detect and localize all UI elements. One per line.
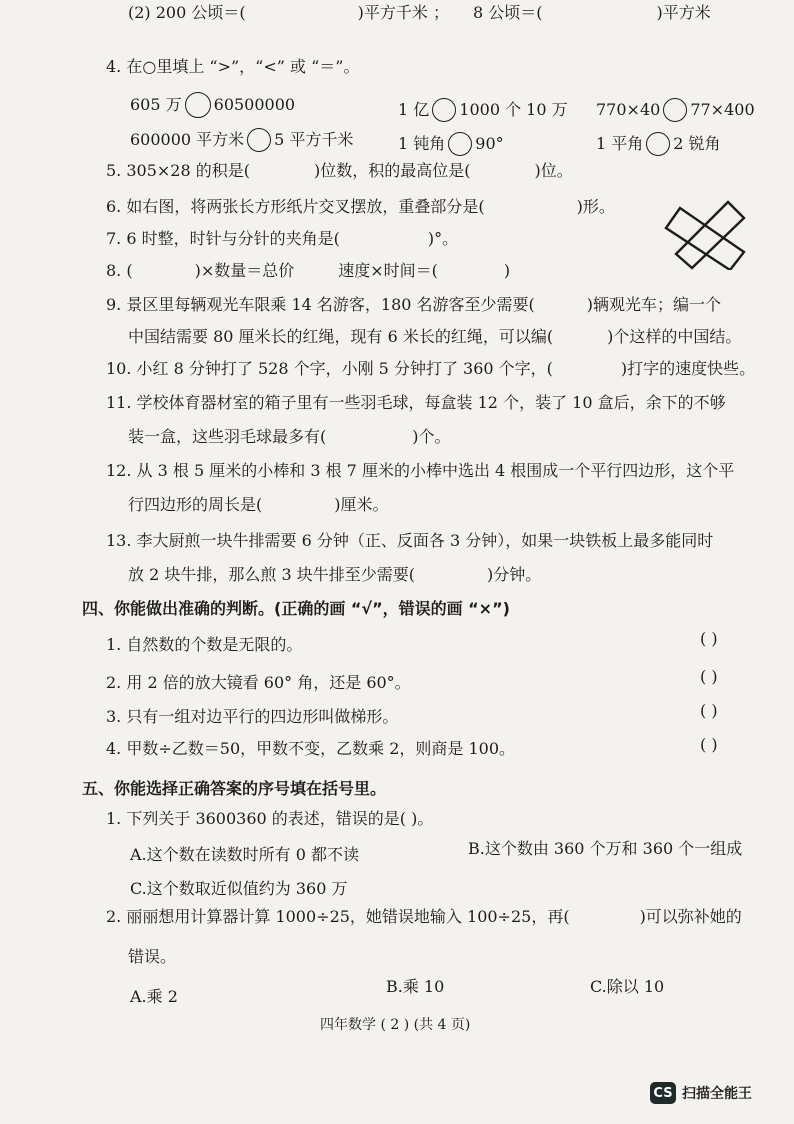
judge-answer-3[interactable]: ( ) <box>700 701 718 720</box>
choice-q2-stem-cont: 错误。 <box>128 947 177 966</box>
q4-compare-6: 1 平角 2 锐角 <box>596 132 721 156</box>
compare-circle[interactable] <box>185 92 211 118</box>
scanner-watermark <box>650 1082 752 1104</box>
q10: 10. 小红 8 分钟打了 528 个字，小刚 5 分钟打了 360 个字，( )打字的速度快些。 <box>106 359 756 378</box>
q9-line1: 9. 景区里每辆观光车限乘 14 名游客，180 名游客至少需要( )辆观光车；编一个 <box>106 295 722 314</box>
choice-q1-option-c[interactable]: C.这个数取近似值约为 360 万 <box>130 879 348 898</box>
judge-item-2: 2. 用 2 倍的放大镜看 60° 角，还是 60°。 <box>106 673 411 692</box>
compare-circle[interactable] <box>432 98 456 122</box>
q12-line2: 行四边形的周长是( )厘米。 <box>128 495 389 514</box>
judge-answer-2[interactable]: ( ) <box>700 667 718 686</box>
q4-stem: 4. 在○里填上 “>”，“<” 或 “＝”。 <box>106 57 360 76</box>
q5: 5. 305×28 的积是( )位数，积的最高位是( )位。 <box>106 161 573 180</box>
q4-compare-3: 770×40 77×400 <box>596 98 755 122</box>
choice-q1-stem: 1. 下列关于 3600360 的表述，错误的是( )。 <box>106 809 434 828</box>
q4-compare-5: 1 钝角 90° <box>398 132 504 156</box>
choice-q1-option-a[interactable]: A.这个数在读数时所有 0 都不读 <box>130 845 359 864</box>
q6: 6. 如右图，将两张长方形纸片交叉摆放，重叠部分是( )形。 <box>106 197 615 216</box>
q4-compare-2: 1 亿 1000 个 10 万 <box>398 98 568 122</box>
judge-item-3: 3. 只有一组对边平行的四边形叫做梯形。 <box>106 707 399 726</box>
choice-q2-option-c[interactable]: C.除以 10 <box>590 977 665 996</box>
q7: 7. 6 时整，时针与分针的夹角是( )°。 <box>106 229 459 248</box>
judge-item-1: 1. 自然数的个数是无限的。 <box>106 635 303 654</box>
scanner-app-name: 扫描全能王 <box>682 1086 752 1102</box>
camscanner-logo-icon: CS <box>650 1082 676 1104</box>
q3-part2: (2) 200 公顷＝( )平方千米 ； 8 公顷＝( )平方米 <box>128 3 711 22</box>
q4-compare-4: 600000 平方米 5 平方千米 <box>130 128 353 152</box>
choice-q1-option-b[interactable]: B.这个数由 360 个万和 360 个一组成 <box>468 839 743 858</box>
page-footer: 四年数学 ( 2 ) (共 4 页) <box>320 1017 471 1033</box>
choice-q2-option-b[interactable]: B.乘 10 <box>386 977 445 996</box>
rectangle-1 <box>666 208 744 270</box>
judge-item-4: 4. 甲数÷乙数＝50，甲数不变，乙数乘 2，则商是 100。 <box>106 739 516 758</box>
section-5-title: 五、你能选择正确答案的序号填在括号里。 <box>82 779 387 798</box>
q12-line1: 12. 从 3 根 5 厘米的小棒和 3 根 7 厘米的小棒中选出 4 根围成一个平行四边形，这个平 <box>106 461 735 480</box>
q8: 8. ( )×数量＝总价 速度×时间＝( ) <box>106 261 511 280</box>
choice-q2-stem: 2. 丽丽想用计算器计算 1000÷25，她错误地输入 100÷25，再( )可以弥补她的 <box>106 907 742 926</box>
compare-circle[interactable] <box>663 98 687 122</box>
compare-circle[interactable] <box>247 128 271 152</box>
judge-answer-4[interactable]: ( ) <box>700 735 718 754</box>
q13-line1: 13. 李大厨煎一块牛排需要 6 分钟（正、反面各 3 分钟），如果一块铁板上最多能同时 <box>106 531 714 550</box>
q9-line2: 中国结需要 80 厘米长的红绳，现有 6 米长的红绳，可以编( )个这样的中国结。 <box>128 327 742 346</box>
compare-circle[interactable] <box>646 132 670 156</box>
q11-line2: 装一盒，这些羽毛球最多有( )个。 <box>128 427 451 446</box>
q11-line1: 11. 学校体育器材室的箱子里有一些羽毛球，每盒装 12 个，装了 10 盒后，余下的不够 <box>106 393 726 412</box>
choice-q2-option-a[interactable]: A.乘 2 <box>130 987 178 1006</box>
q4-compare-1: 605 万 60500000 <box>130 92 295 118</box>
q13-line2: 放 2 块牛排，那么煎 3 块牛排至少需要( )分钟。 <box>128 565 542 584</box>
compare-circle[interactable] <box>448 132 472 156</box>
judge-answer-1[interactable]: ( ) <box>700 629 718 648</box>
section-4-title: 四、你能做出准确的判断。(正确的画 “√”，错误的画 “×”) <box>82 599 510 618</box>
crossed-rectangles-figure <box>662 198 748 270</box>
